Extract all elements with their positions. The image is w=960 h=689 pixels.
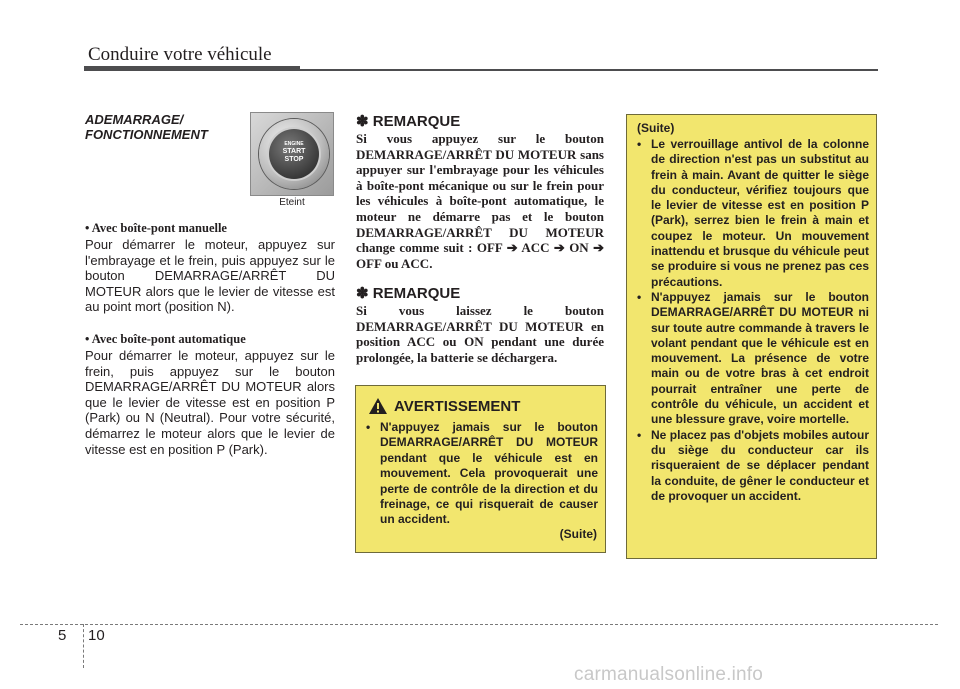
page-number: 10 — [88, 627, 105, 644]
button-label-start: START — [282, 148, 306, 155]
list-item — [637, 428, 869, 504]
list-item-text: Ne placez pas d'objets mobiles autour du siège du conducteur car ils risqueraient de se déplacer pendant la conduite, de gêner le conducteur et de provoquer un accident. — [651, 427, 869, 503]
footer-rule — [20, 624, 938, 625]
button-label-engine: ENGINE — [284, 141, 304, 147]
remark-text-1: Si vous appuyez sur le bouton DEMARRAGE/ARRÊT DU MOTEUR sans appuyer sur l'embrayage pour les véhicules à boîte-pont mécanique ou sur le frein pour les véhicules à boîte-pont automatique, le moteur ne démarre pas et le bouton DEMARRAGE/ARRÊT DU MOTEUR change comme suit : OFF ➔ ACC ➔ ON ➔ OFF ou ACC. — [356, 131, 604, 271]
list-item — [637, 290, 869, 428]
header-rule-thin — [300, 69, 878, 71]
continuation-label: (Suite) — [637, 121, 675, 135]
bullet-marker: • — [637, 289, 642, 304]
remark-text-2: Si vous laissez le bouton DEMARRAGE/ARRÊT DU MOTEUR en position ACC ou ON pendant une durée prolongée, la batterie se déchargera. — [356, 303, 604, 365]
list-item — [637, 137, 869, 290]
warning-triangle-icon — [368, 397, 388, 415]
watermark: carmanualsonline.info — [574, 664, 764, 685]
manual-gearbox-heading: • Avec boîte-pont manuelle — [85, 221, 227, 235]
warning-continuation-box — [626, 114, 877, 559]
automatic-gearbox-heading: • Avec boîte-pont automatique — [85, 332, 246, 346]
warning-continued: (Suite) — [559, 527, 597, 541]
section-title: ADEMARRAGE/ FONCTIONNEMENT — [85, 112, 208, 142]
manual-gearbox-text: Pour démarrer le moteur, appuyez sur l'embrayage et le frein, puis appuyez sur le bouton DEMARRAGE/ARRÊT DU MOTEUR alors que le levier de vitesse est au point mort (position N). — [85, 237, 335, 315]
warning-title: AVERTISSEMENT — [394, 397, 521, 415]
start-stop-button-figure — [250, 112, 334, 196]
button-bezel — [259, 119, 329, 189]
bullet-marker: • — [637, 137, 642, 151]
list-item-text: N'appuyez jamais sur le bouton DEMARRAGE/ARRÊT DU MOTEUR ni sur toute autre commande à travers le volant pendant que le véhicule est en mouvement. La présence de votre main ou de votre bras à cet endroit pourrait entraîner une perte de contrôle du véhicule, un accident et une blessure grave, voire mortelle. — [651, 289, 869, 427]
warning-text: N'appuyez jamais sur le bouton DEMARRAGE/ARRÊT DU MOTEUR pendant que le véhicule est en mouvement. Cela provoquerait une perte de contrôle de la direction et du freinage, ce qui risquerait de causer un accident. — [380, 420, 598, 527]
warning-item — [366, 420, 598, 528]
automatic-gearbox-text: Pour démarrer le moteur, appuyez sur le frein, puis appuyez sur le bouton DEMARRAGE/ARRÊT DU MOTEUR alors que le levier de vitesse est en position P (Park) ou N (Neutral). Pour votre sécurité, démarrez le moteur alors que le levier de vitesse est en position P (Park). — [85, 348, 335, 457]
bullet-marker: • — [366, 420, 371, 434]
remark-title-2: ✽ REMARQUE — [356, 285, 461, 302]
remark-title-1: ✽ REMARQUE — [356, 113, 461, 130]
power-button-icon — [269, 129, 319, 179]
figure-caption: Eteint — [279, 197, 305, 208]
warning-box — [355, 385, 606, 553]
header-rule-thick — [84, 66, 300, 71]
bullet-marker: • — [637, 427, 642, 442]
footer-divider — [83, 624, 84, 668]
chapter-number: 5 — [58, 627, 67, 644]
continuation-list — [637, 137, 869, 504]
button-label-stop: STOP — [284, 156, 304, 163]
page-header-title: Conduire votre véhicule — [88, 44, 272, 65]
list-item-text: Le verrouillage antivol de la colonne de direction n'est pas un substitut au frein à main. Avant de quitter le siège du conducteur, vérifiez toujours que le levier de vitesse est en position P (Park), serrez bien le frein à main et coupez le moteur. Un mouvement inattendu et brusque du véhicule peut se produire si vous ne prenez pas ces précautions. — [651, 137, 869, 289]
warning-header — [368, 395, 520, 417]
